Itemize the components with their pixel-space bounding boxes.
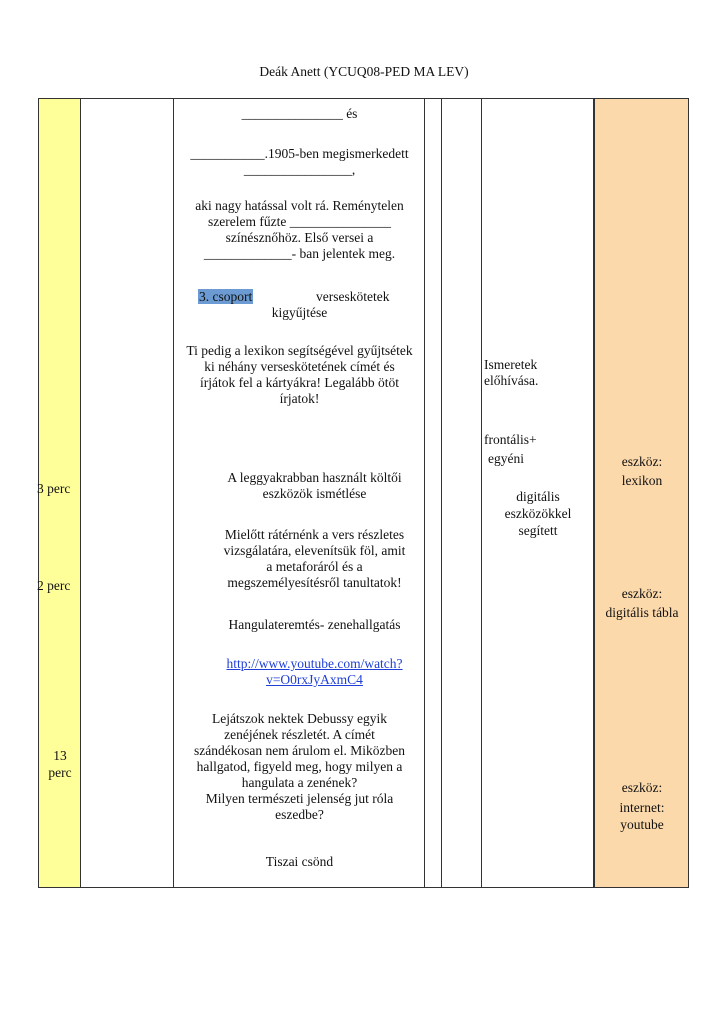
time-column	[39, 99, 81, 887]
paragraph-6-line-3: szándékosan nem árulom el. Miközben	[193, 743, 406, 758]
group-label	[198, 289, 253, 305]
paragraph-4-line-2: vizsgálatára, elevenítsük föl, amit	[223, 543, 406, 558]
paragraph-6-line-1: Lejátszok nektek Debussy egyik	[211, 711, 388, 726]
tools-c-line-3: youtube	[620, 817, 664, 832]
tools-c-line-2: internet:	[619, 800, 665, 815]
paragraph-3-line-1: A leggyakrabban használt költői	[227, 470, 402, 485]
time-13-unit: perc	[48, 765, 72, 780]
paragraph-6-line-2: zenéjének részletét. A címét	[224, 727, 375, 742]
method-column	[482, 99, 594, 887]
paragraph-4-line-1: Mielőtt rátérnénk a vers részletes	[224, 527, 405, 542]
youtube-link-line-2[interactable]: v=O0rxJyAxmC4	[266, 672, 363, 687]
method-2-line-2: egyéni	[488, 451, 524, 466]
paragraph-5: Hangulateremtés- zenehallgatás	[228, 617, 401, 632]
group-title-a: verseskötetek	[316, 289, 390, 304]
tools-a-line-1: eszköz:	[621, 454, 663, 469]
empty-column-d	[425, 99, 442, 887]
content-column	[174, 99, 425, 887]
paragraph-3-line-2: eszközök ismétlése	[262, 486, 367, 501]
paragraph-1-line-4: _____________- ban jelentek meg.	[203, 246, 396, 261]
method-3-line-1: digitális	[516, 489, 560, 504]
method-2-line-1: frontális+	[484, 432, 537, 447]
paragraph-1-line-3: színésznőhöz. Első versei a	[225, 230, 374, 245]
method-1-line-1: Ismeretek	[484, 357, 538, 372]
method-3-line-2: eszközökkel	[504, 506, 572, 521]
paragraph-1-line-2: szerelem fűzte _______________	[208, 214, 391, 229]
method-3-line-3: segített	[518, 523, 558, 538]
tools-b-line-2: digitális tábla	[605, 605, 679, 620]
paragraph-4-line-3: a metaforáról és a	[266, 559, 363, 574]
tools-c-line-1: eszköz:	[621, 780, 663, 795]
paragraph-6-line-6: Milyen természeti jelenség jut róla	[205, 791, 394, 806]
time-3-perc: 3 perc	[37, 481, 71, 496]
blank-line-1: _______________ és	[241, 106, 358, 121]
paragraph-4-line-4: megszemélyesítésről tanultatok!	[227, 575, 402, 590]
empty-column-e	[442, 99, 482, 887]
paragraph-6-line-5: hangulata a zenének?	[241, 775, 358, 790]
youtube-link-line-1[interactable]: http://www.youtube.com/watch?	[226, 656, 403, 671]
paragraph-6-line-7: eszedbe?	[275, 807, 324, 822]
blank-line-3: ________________,	[243, 162, 356, 177]
lesson-plan-table	[38, 98, 689, 888]
group-label-highlight: 3. csoport	[199, 289, 253, 304]
paragraph-6-line-4: hallgatod, figyeld meg, hogy milyen a	[196, 759, 403, 774]
paragraph-7: Tiszai csönd	[265, 854, 334, 869]
paragraph-1-line-1: aki nagy hatással volt rá. Reménytelen	[195, 198, 404, 213]
time-2-perc: 2 perc	[37, 578, 71, 593]
time-13-number: 13	[53, 748, 67, 763]
paragraph-2-line-2: ki néhány verseskötetének címét és	[204, 359, 395, 374]
tools-a-line-2: lexikon	[621, 473, 663, 488]
empty-column-b	[81, 99, 174, 887]
group-title-b: kigyűjtése	[271, 305, 328, 320]
paragraph-2-line-3: írjátok fel a kártyákra! Legalább ötöt	[199, 375, 400, 390]
method-1-line-2: előhívása.	[484, 373, 539, 388]
blank-line-2: ___________.1905-ben megismerkedett	[190, 146, 409, 161]
tools-column	[594, 99, 688, 887]
paragraph-2-line-4: írjatok!	[279, 391, 320, 406]
paragraph-2-line-1: Ti pedig a lexikon segítségével gyűjtsétek	[186, 343, 413, 358]
page-header: Deák Anett (YCUQ08-PED MA LEV)	[259, 64, 469, 79]
tools-b-line-1: eszköz:	[621, 586, 663, 601]
